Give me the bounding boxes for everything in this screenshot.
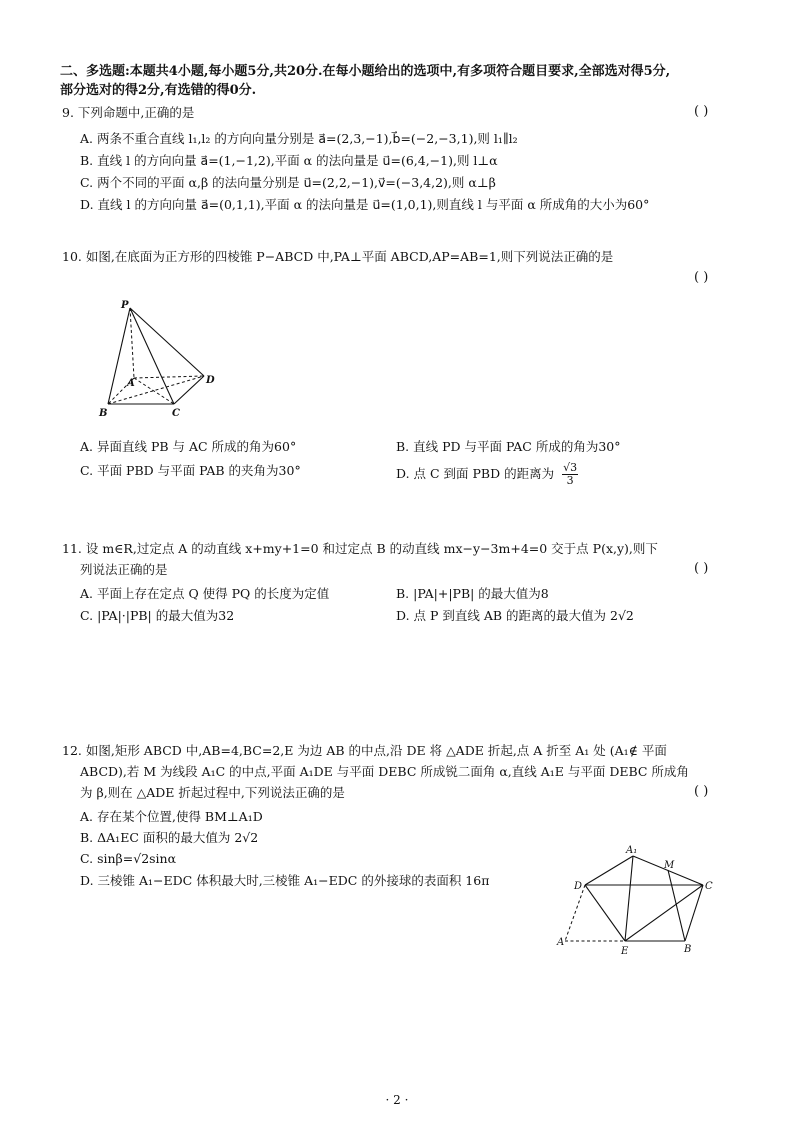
section-header-line2: 部分选对的得2分,有选错的得0分.: [60, 83, 257, 98]
label-B: B: [99, 408, 108, 419]
q12-stem-line3: 为 β,则在 △ADE 折起过程中,下列说法正确的是: [80, 785, 345, 800]
q10-option-c: C. 平面 PBD 与平面 PAB 的夹角为30°: [80, 463, 301, 478]
q10-option-d: [396, 462, 578, 487]
q9-stem: 9. 下列命题中,正确的是: [62, 105, 195, 120]
fraction-denominator: 3: [566, 474, 574, 487]
q12-option-a: A. 存在某个位置,使得 BM⊥A₁D: [80, 809, 263, 824]
q12-option-c: C. sinβ=√2sinα: [80, 851, 177, 866]
q12-option-b: B. ΔA₁EC 面积的最大值为 2√2: [80, 830, 259, 845]
q11-stem-line2: 列说法正确的是: [80, 562, 168, 577]
label-D: D: [574, 881, 583, 892]
edge-DA1: [585, 856, 633, 885]
label-M: M: [664, 860, 675, 871]
edge-DE: [585, 885, 625, 941]
q9-answer-paren: ( ): [694, 104, 709, 119]
edge-DA-dashed: [565, 885, 585, 941]
edge-AD-hidden: [134, 376, 204, 378]
page-number: · 2 ·: [385, 1093, 409, 1107]
label-A: A: [557, 937, 565, 948]
q10-option-d-text: D. 点 C 到面 PBD 的距离为: [396, 466, 555, 481]
q11-option-c: C. |PA|·|PB| 的最大值为32: [80, 608, 235, 623]
label-E: E: [621, 946, 629, 957]
fraction-numerator: √3: [563, 461, 578, 474]
q12-stem-line2: ABCD),若 M 为线段 A₁C 的中点,平面 A₁DE 与平面 DEBC 所成锐二面角 α,直线 A₁E 与平面 DEBC 所成角: [80, 764, 689, 779]
section-header-line1: 二、多选题:本题共4小题,每小题5分,共20分.在每小题给出的选项中,有多项符合题目要求,全部选对得5分,: [60, 64, 671, 79]
q12-answer-paren: ( ): [694, 784, 709, 799]
q10-answer-paren: ( ): [694, 270, 709, 285]
edge-PC: [130, 308, 174, 404]
section-header: [60, 62, 750, 100]
edge-PA-hidden: [130, 308, 134, 378]
label-A: A: [127, 378, 135, 389]
q9-option-a: A. 两条不重合直线 l₁,l₂ 的方向向量分别是 a⃗=(2,3,−1),b⃗=(−2,−3,1),则 l₁∥l₂: [80, 131, 518, 146]
label-C: C: [172, 408, 180, 419]
q10-option-a: A. 异面直线 PB 与 AC 所成的角为60°: [80, 439, 297, 454]
q12-stem-line1: 12. 如图,矩形 ABCD 中,AB=4,BC=2,E 为边 AB 的中点,沿 DE 将 △ADE 折起,点 A 折至 A₁ 处 (A₁∉ 平面: [62, 743, 667, 758]
q9-option-b: B. 直线 l 的方向向量 a⃗=(1,−1,2),平面 α 的法向量是 u⃗=(6,4,−1),则 l⊥α: [80, 153, 498, 168]
q9-option-c: C. 两个不同的平面 α,β 的法向量分别是 u⃗=(2,2,−1),v⃗=(−3,4,2),则 α⊥β: [80, 175, 496, 190]
q9-option-d: D. 直线 l 的方向向量 a⃗=(0,1,1),平面 α 的法向量是 u⃗=(1,0,1),则直线 l 与平面 α 所成角的大小为60°: [80, 197, 650, 212]
label-C: C: [705, 881, 713, 892]
edge-A1E: [625, 856, 633, 941]
label-B: B: [684, 944, 692, 955]
edge-PB: [108, 308, 130, 404]
label-D: D: [206, 375, 215, 386]
q11-option-b: B. |PA|+|PB| 的最大值为8: [396, 586, 549, 601]
q11-option-d: D. 点 P 到直线 AB 的距离的最大值为 2√2: [396, 608, 634, 623]
edge-PD: [130, 308, 204, 376]
q11-answer-paren: ( ): [694, 561, 709, 576]
q10-stem: 10. 如图,在底面为正方形的四棱锥 P−ABCD 中,PA⊥平面 ABCD,AP=AB=1,则下列说法正确的是: [62, 249, 614, 264]
q12-fold-figure: [552, 842, 732, 960]
q12-option-d: D. 三棱锥 A₁−EDC 体积最大时,三棱锥 A₁−EDC 的外接球的表面积 16π: [80, 873, 490, 888]
q11-option-a: A. 平面上存在定点 Q 使得 PQ 的长度为定值: [80, 586, 330, 601]
label-A1: A₁: [626, 845, 638, 856]
label-P: P: [121, 300, 129, 311]
edge-EC: [625, 885, 703, 941]
q10-option-b: B. 直线 PD 与平面 PAC 所成的角为30°: [396, 439, 621, 454]
edge-MB: [668, 870, 685, 941]
edge-CB: [685, 885, 703, 941]
q10-pyramid-figure: [90, 296, 230, 424]
q10-option-d-fraction: [562, 462, 578, 487]
q11-stem-line1: 11. 设 m∈R,过定点 A 的动直线 x+my+1=0 和过定点 B 的动直线 mx−y−3m+4=0 交于点 P(x,y),则下: [62, 541, 658, 556]
